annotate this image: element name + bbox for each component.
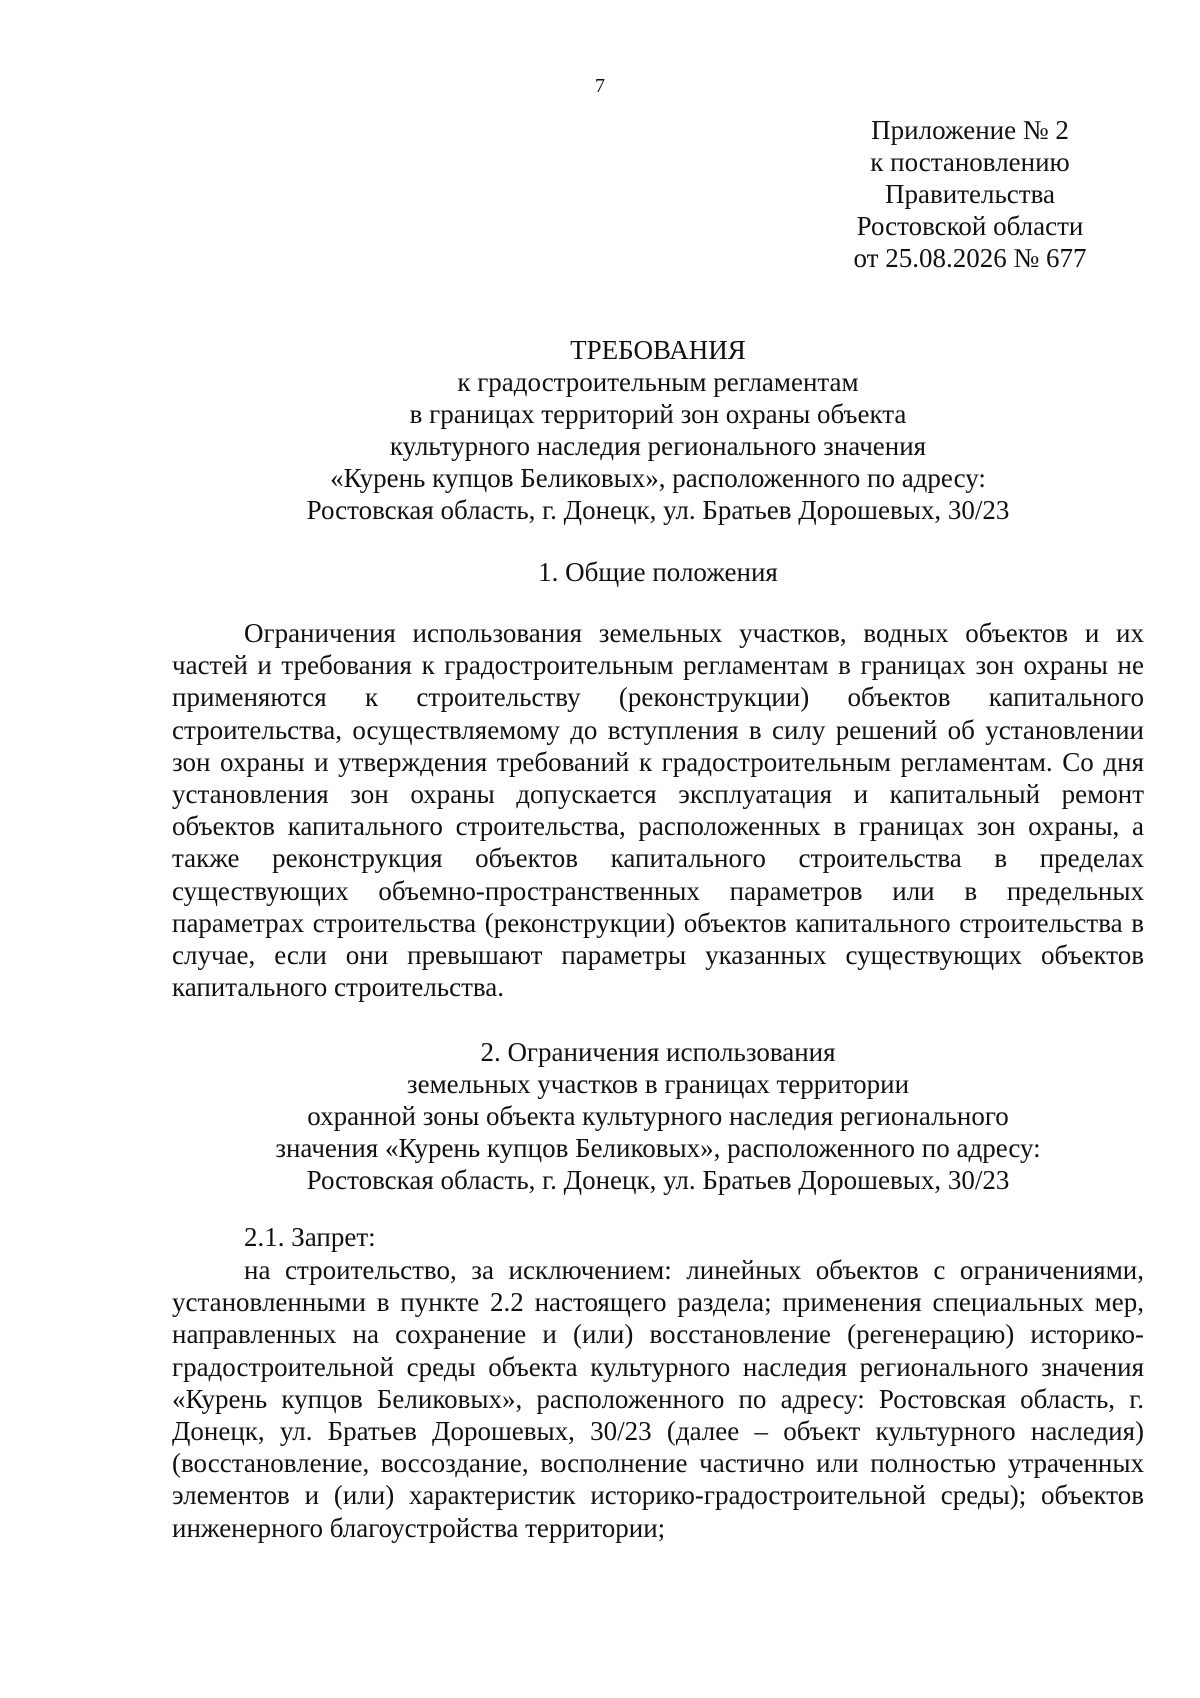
- document-title: [0, 334, 1200, 526]
- page-number: 7: [595, 75, 605, 97]
- title-line: культурного наследия регионального значения: [389, 431, 927, 461]
- section-2-heading-line: Ростовская область, г. Донецк, ул. Братьев Дорошевых, 30/23: [306, 1165, 1010, 1195]
- appendix-line: Ростовской области: [856, 211, 1084, 241]
- appendix-block: [820, 114, 1120, 274]
- appendix-line: Приложение № 2: [871, 115, 1069, 145]
- appendix-line: Правительства: [885, 179, 1055, 209]
- title-line: «Курень купцов Беликовых», расположенного по адресу:: [330, 463, 986, 493]
- section-2-heading-line: земельных участков в границах территории: [406, 1069, 910, 1099]
- title-line: Ростовская область, г. Донецк, ул. Братьев Дорошевых, 30/23: [306, 495, 1010, 525]
- section-2-heading-line: 2. Ограничения использования: [480, 1037, 836, 1067]
- title-line: в границах территорий зон охраны объекта: [409, 399, 907, 429]
- title-line: ТРЕБОВАНИЯ: [570, 335, 746, 365]
- appendix-line: от 25.08.2026 № 677: [853, 243, 1087, 273]
- section-1-paragraph: Ограничения использования земельных участков, водных объектов и их частей и требования к градостроительным регламентам в границах зон охраны не применяются к строительству (реконструкции) объектов капитального строительства, осуществляемому до вступления в силу решений об установлении зон охраны и утверждения требований к градостроительным регламентам. Со дня установления зон охраны допускается эксплуатация и капитальный ремонт объектов капитального строительства, расположенных в границах зон охраны, а также реконструкция объектов капитального строительства в пределах существующих объемно-пространственных параметров или в предельных параметрах строительства (реконструкции) объектов капитального строительства в случае, если они превышают параметры указанных существующих объектов капитального строительства.: [172, 618, 1144, 1003]
- appendix-line: к постановлению: [870, 147, 1070, 177]
- section-1-heading-text: 1. Общие положения: [538, 557, 778, 587]
- clause-2-1-label: 2.1. Запрет:: [244, 1222, 376, 1252]
- section-2-heading-line: охранной зоны объекта культурного наследия регионального: [307, 1101, 1009, 1131]
- section-2-heading-line: значения «Курень купцов Беликовых», расположенного по адресу:: [275, 1133, 1041, 1163]
- section-2-paragraph: на строительство, за исключением: линейных объектов с ограничениями, установленными в пункте 2.2 настоящего раздела; применения специальных мер, направленных на сохранение и (или) восстановление (регенерацию) историко-градостроительной среды объекта культурного наследия регионального значения «Курень купцов Беликовых», расположенного по адресу: Ростовская область, г. Донецк, ул. Братьев Дорошевых, 30/23 (далее – объект культурного наследия) (восстановление, воссоздание, восполнение частично или полностью утраченных элементов и (или) характеристик историко-градостроительной среды); объектов инженерного благоустройства территории;: [172, 1255, 1144, 1543]
- section-1-heading: [0, 556, 1200, 588]
- title-line: к градостроительным регламентам: [457, 367, 859, 397]
- section-2-heading: [0, 1036, 1200, 1196]
